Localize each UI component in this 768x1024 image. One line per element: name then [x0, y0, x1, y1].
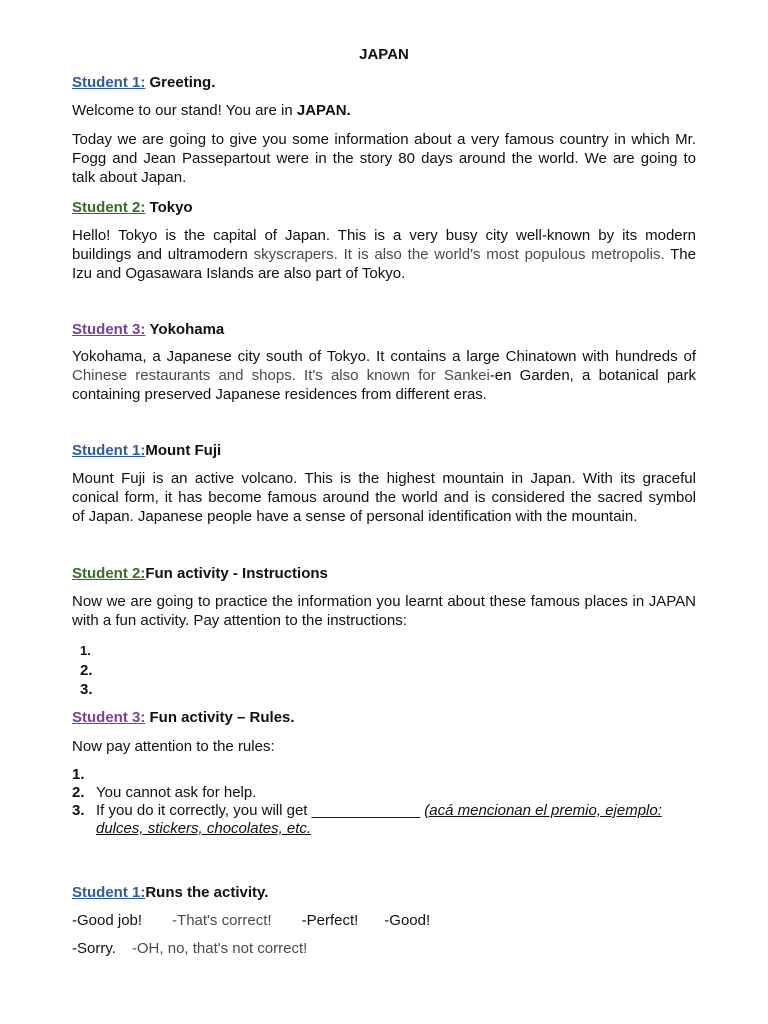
feedback-phrase: -Sorry. — [72, 940, 116, 957]
text-span: Chinese restaurants and shops. It's also known for Sankei — [72, 367, 490, 384]
paragraph-line: Now we are going to practice the information you learnt about these famous places in JAPAN — [72, 593, 696, 610]
text-span: The — [664, 246, 696, 263]
paragraph-line: containing preserved Japanese residences from different eras. — [72, 386, 487, 403]
feedback-phrase: -That's correct! — [172, 912, 272, 929]
section-heading: Yokohama — [149, 321, 225, 338]
feedback-phrase: -Good job! — [72, 912, 143, 929]
rule-number: 2. — [72, 784, 85, 801]
paragraph-line: Yokohama, a Japanese city south of Tokyo. It contains a large Chinatown with hundreds of — [72, 348, 696, 365]
paragraph-line: Izu and Ogasawara Islands are also part of Tokyo. — [72, 265, 406, 282]
feedback-phrase: -Good! — [384, 912, 431, 929]
paragraph-line: conical form, it has become famous around the world and is considered the sacred symbol — [72, 489, 696, 506]
student-label: Student 1: — [72, 442, 146, 459]
section-heading: Tokyo — [149, 199, 193, 216]
text-span: buildings and ultramodern — [72, 246, 254, 263]
text-span: -en Garden, a botanical park — [489, 367, 696, 384]
section-heading: Fun activity - Instructions — [145, 565, 328, 582]
rule-number: 1. — [72, 766, 85, 783]
paragraph-line: Fogg and Jean Passepartout were in the story 80 days around the world. We are going to — [72, 150, 696, 167]
student-label: Student 3: — [72, 709, 146, 726]
feedback-phrase: -OH, no, that's not correct! — [131, 940, 308, 957]
section-greeting-heading — [72, 73, 215, 92]
paragraph-line — [72, 245, 696, 264]
feedback-phrase: -Perfect! — [301, 912, 359, 929]
paragraph-line: talk about Japan. — [72, 169, 187, 186]
rule-text — [96, 801, 662, 820]
feedback-line — [72, 911, 430, 930]
section-tokyo-heading — [72, 198, 193, 217]
section-rules-heading — [72, 708, 295, 727]
text-span: If you do it correctly, you will get _____________ — [96, 802, 425, 819]
paragraph-line: Today we are going to give you some information about a very famous country in which Mr. — [72, 131, 696, 148]
section-yokohama-heading — [72, 320, 224, 339]
text-span: skyscrapers. It is also the world's most populous metropolis. — [253, 246, 665, 263]
rule-text: You cannot ask for help. — [96, 784, 257, 801]
rules-intro: Now pay attention to the rules: — [72, 738, 275, 755]
welcome-text: Welcome to our stand! You are in — [72, 102, 297, 119]
section-instructions-heading — [72, 564, 328, 583]
paragraph-line — [72, 366, 696, 385]
welcome-line — [72, 101, 351, 120]
document-title: JAPAN — [359, 46, 409, 63]
paragraph-line: Mount Fuji is an active volcano. This is the highest mountain in Japan. With its graceful — [72, 470, 696, 487]
student-label: Student 2: — [72, 565, 146, 582]
welcome-country: JAPAN. — [296, 102, 351, 119]
student-label: Student 2: — [72, 199, 146, 216]
section-heading: Greeting. — [149, 74, 216, 91]
paragraph-line: with a fun activity. Pay attention to the instructions: — [72, 612, 407, 629]
list-number: 2. — [80, 662, 93, 679]
student-label: Student 1: — [72, 884, 146, 901]
student-label: Student 1: — [72, 74, 146, 91]
feedback-line — [72, 939, 307, 958]
prize-note: dulces, stickers, chocolates, etc. — [96, 820, 312, 837]
section-heading: Fun activity – Rules. — [149, 709, 295, 726]
prize-note: (acá mencionan el premio, ejemplo: — [424, 802, 662, 819]
section-heading: Mount Fuji — [145, 442, 222, 459]
paragraph-line: of Japan. Japanese people have a sense of personal identification with the mountain. — [72, 508, 638, 525]
paragraph-line: Hello! Tokyo is the capital of Japan. This is a very busy city well-known by its modern — [72, 227, 696, 244]
section-fuji-heading — [72, 441, 221, 460]
rule-number: 3. — [72, 802, 85, 819]
list-number: 1. — [80, 643, 91, 658]
rule-text — [96, 819, 311, 838]
section-runs-heading — [72, 883, 268, 902]
section-heading: Runs the activity. — [145, 884, 269, 901]
student-label: Student 3: — [72, 321, 146, 338]
list-number: 3. — [80, 681, 93, 698]
